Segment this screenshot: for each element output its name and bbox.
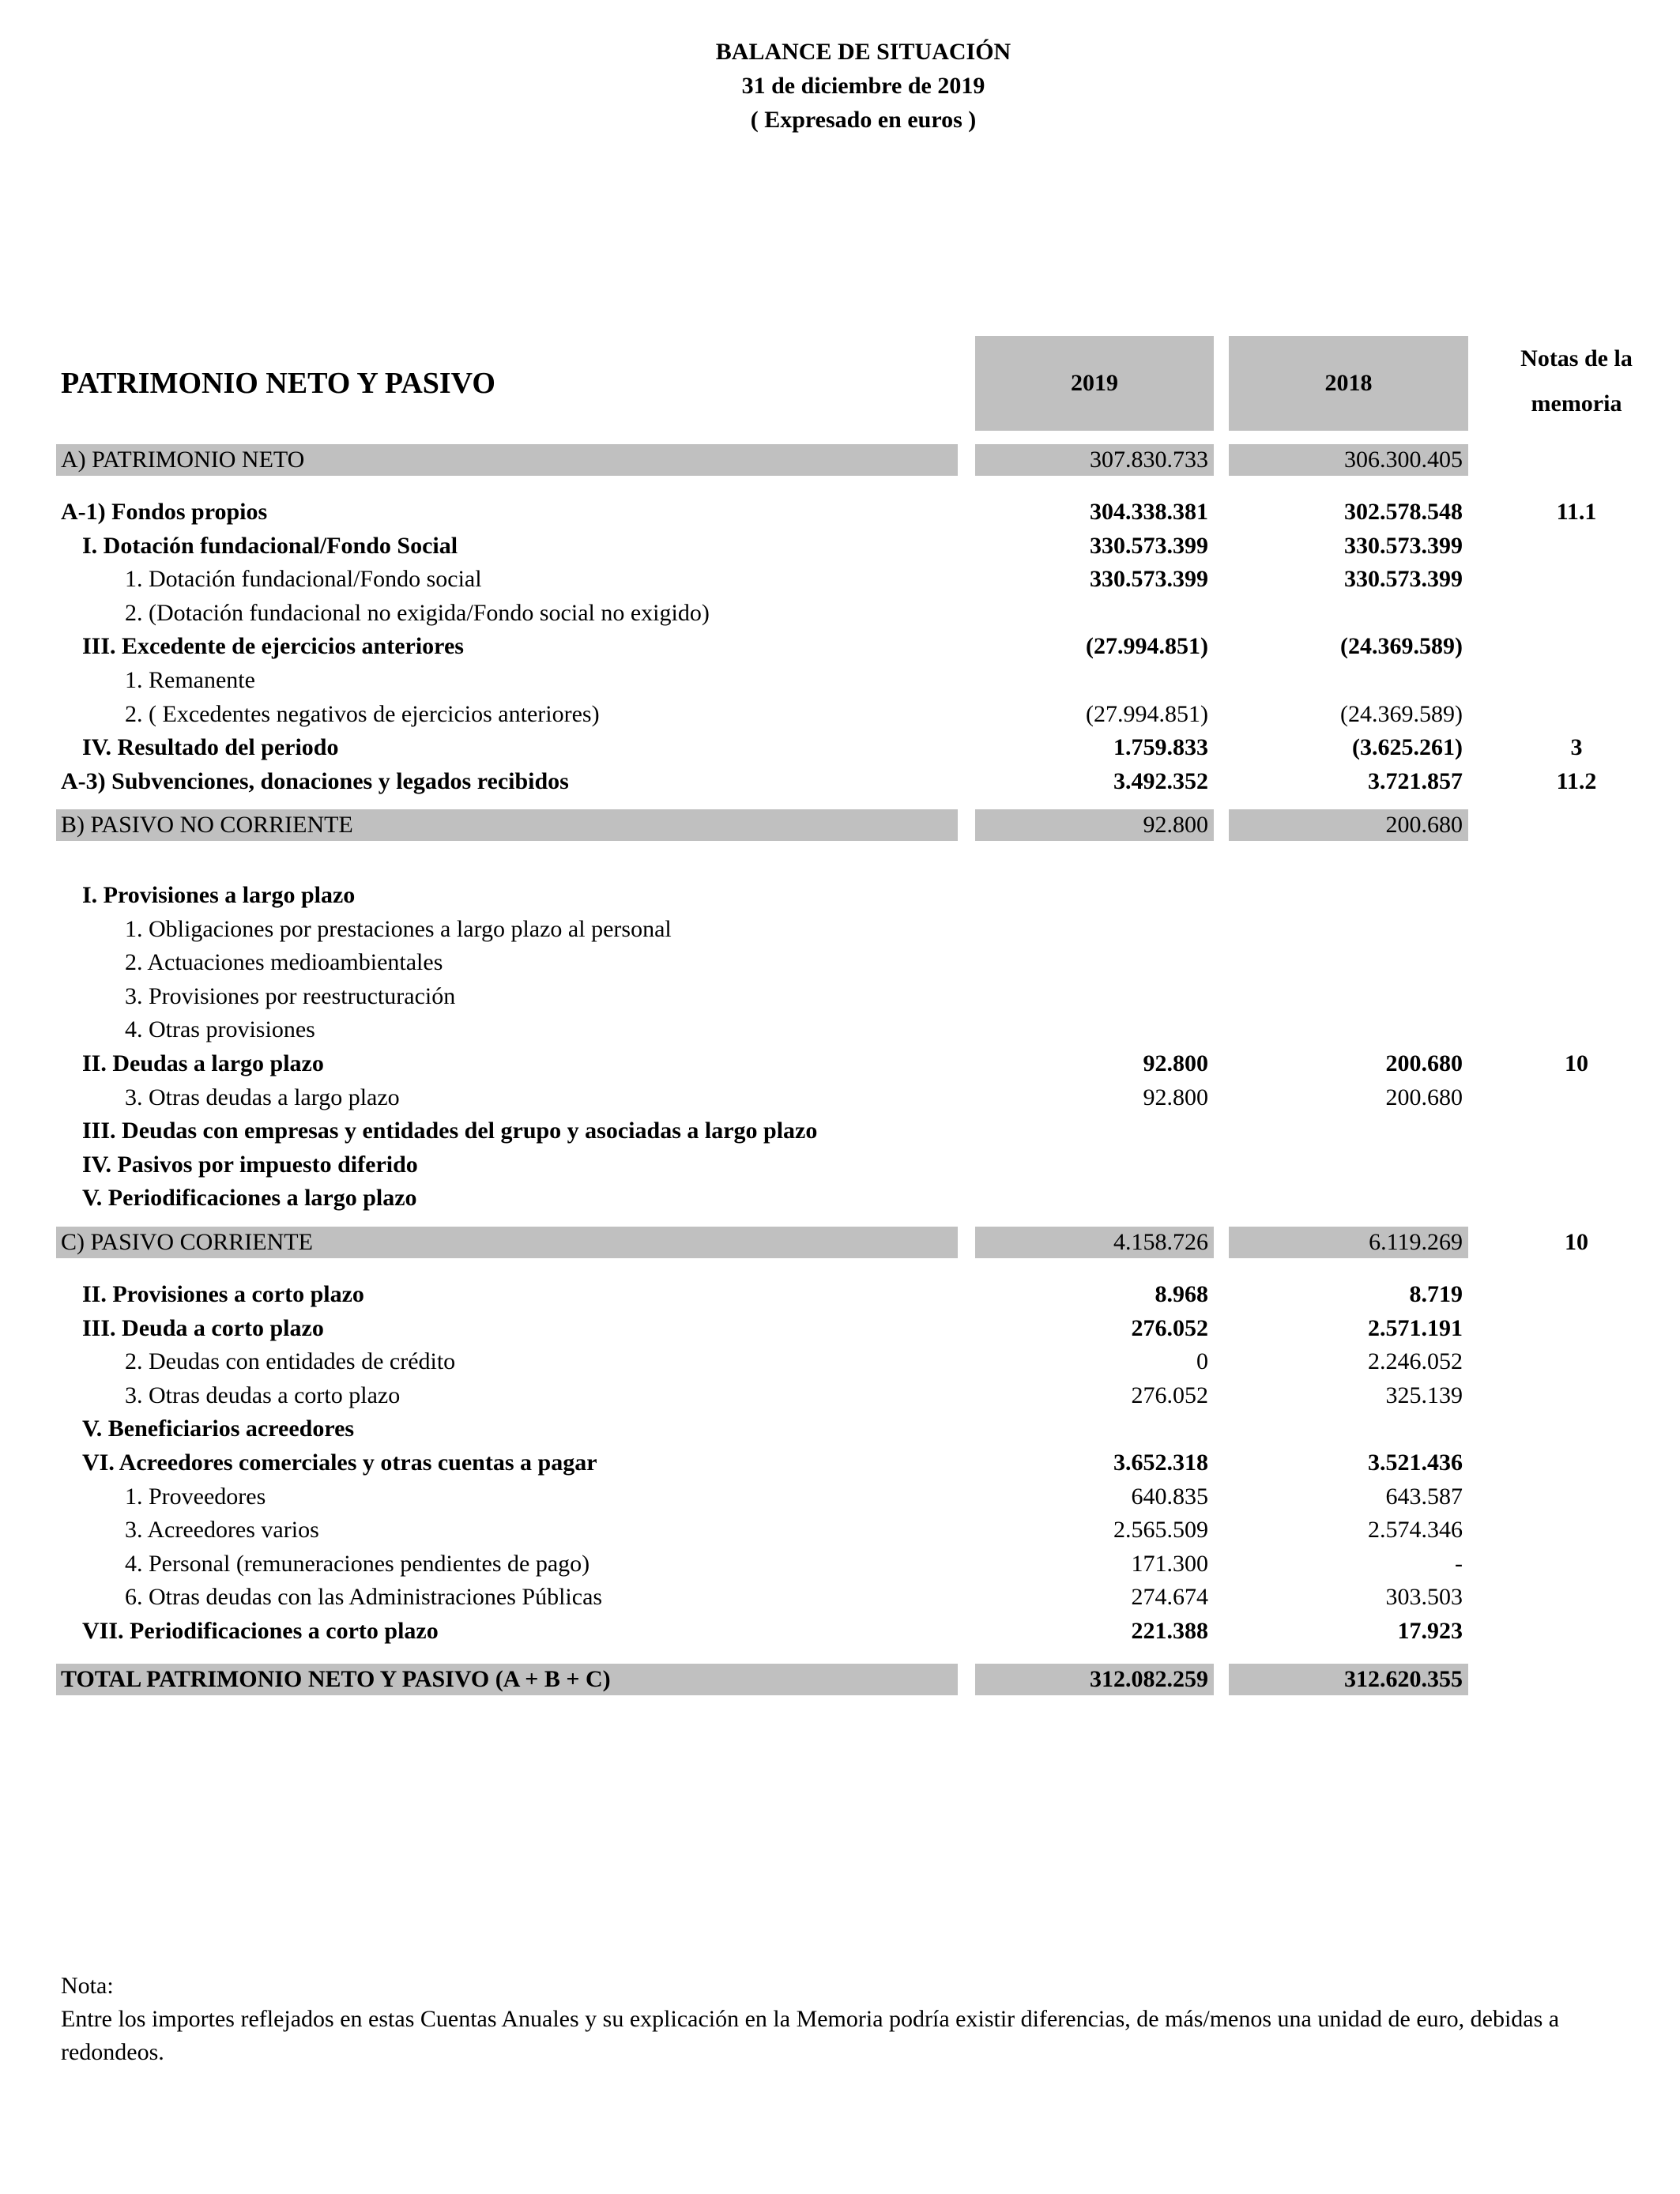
row-label: 3. Provisiones por reestructuración [125, 982, 456, 1009]
section-value-2019: 307.830.733 [1090, 447, 1208, 473]
row-label: 2. Actuaciones medioambientales [125, 949, 443, 976]
table-row [0, 1312, 1680, 1345]
table-row [0, 1278, 1680, 1311]
row-value-2019: 3.492.352 [1113, 767, 1208, 794]
section-value-2019: 92.800 [1143, 812, 1208, 838]
table-row [0, 879, 1680, 912]
row-label: 3. Acreedores varios [125, 1517, 319, 1544]
row-value-2018: 303.503 [1385, 1584, 1463, 1611]
table-row [0, 530, 1680, 563]
row-value-2018: 3.721.857 [1368, 767, 1463, 794]
row-value-2018: 643.587 [1385, 1483, 1463, 1510]
row-value-2019: 2.565.509 [1113, 1517, 1208, 1544]
row-label: 4. Otras provisiones [125, 1016, 315, 1043]
row-value-2018: 200.680 [1385, 1084, 1463, 1110]
table-row [0, 731, 1680, 764]
row-label: 2. ( Excedentes negativos de ejercicios anteriores) [125, 700, 600, 727]
table-row [0, 496, 1680, 529]
row-value-2018: 325.139 [1385, 1382, 1463, 1408]
row-note: 10 [1565, 1050, 1588, 1076]
row-label: II. Deudas a largo plazo [82, 1050, 324, 1076]
row-label: A-1) Fondos propios [61, 499, 268, 525]
document-unit: ( Expresado en euros ) [750, 107, 977, 133]
table-row [0, 765, 1680, 798]
table-row [0, 1446, 1680, 1480]
table-row [0, 563, 1680, 596]
table-row [0, 664, 1680, 697]
row-label: I. Provisiones a largo plazo [82, 882, 356, 908]
column-header-notes [1486, 336, 1667, 426]
row-label: 1. Obligaciones por prestaciones a largo plazo al personal [125, 915, 672, 942]
row-value-2018: 302.578.548 [1344, 499, 1463, 525]
row-value-2019: 171.300 [1131, 1550, 1208, 1577]
document-header [0, 35, 1680, 137]
row-label: 1. Remanente [125, 667, 255, 693]
column-header-2019: 2019 [975, 336, 1214, 431]
notes-header-line1: Notas de la [1520, 345, 1633, 371]
table-row [0, 946, 1680, 979]
row-label: 4. Personal (remuneraciones pendientes de pago) [125, 1550, 590, 1577]
table-row [0, 1514, 1680, 1547]
row-label: V. Periodificaciones a largo plazo [82, 1185, 417, 1212]
row-value-2019: 1.759.833 [1113, 734, 1208, 761]
section-total [0, 1664, 1680, 1695]
row-value-2018: 2.574.346 [1368, 1517, 1463, 1544]
table-row [0, 1379, 1680, 1412]
table-row [0, 1148, 1680, 1182]
row-label: 1. Dotación fundacional/Fondo social [125, 566, 482, 593]
row-value-2019: 0 [1196, 1348, 1208, 1375]
row-value-2019: 330.573.399 [1090, 566, 1208, 593]
section-label: A) PATRIMONIO NETO [61, 447, 305, 473]
row-value-2019: 8.968 [1155, 1281, 1208, 1307]
section-value-2019: 4.158.726 [1113, 1229, 1208, 1255]
row-value-2018: 200.680 [1385, 1050, 1463, 1076]
row-note: 11.1 [1556, 499, 1597, 525]
row-value-2019: 92.800 [1143, 1050, 1208, 1076]
table-row [0, 1480, 1680, 1514]
row-value-2018: (24.369.589) [1340, 633, 1463, 660]
notes-header-line2: memoria [1531, 390, 1622, 417]
row-value-2019: 304.338.381 [1090, 499, 1208, 525]
row-value-2019: (27.994.851) [1086, 700, 1208, 727]
table-row [0, 1114, 1680, 1148]
section-patrimonio-neto [0, 444, 1680, 476]
row-value-2018: - [1455, 1550, 1463, 1577]
row-value-2018: 330.573.399 [1344, 532, 1463, 559]
row-value-2019: 221.388 [1131, 1618, 1208, 1644]
row-label: A-3) Subvenciones, donaciones y legados recibidos [61, 767, 569, 794]
section-value-2018: 200.680 [1385, 812, 1463, 838]
row-label: 2. (Dotación fundacional no exigida/Fondo social no exigido) [125, 599, 710, 626]
table-row [0, 1013, 1680, 1046]
row-value-2018: 3.521.436 [1368, 1449, 1463, 1476]
row-label: III. Excedente de ejercicios anteriores [82, 633, 464, 660]
section-value-2018: 306.300.405 [1344, 447, 1463, 473]
section-label: B) PASIVO NO CORRIENTE [61, 812, 353, 838]
row-label: II. Provisiones a corto plazo [82, 1281, 364, 1307]
footnote-text: Entre los importes reflejados en estas Cuentas Anuales y su explicación en la Memoria podría existir diferencias, de más/menos una unidad de euro, debidas a redondeos. [61, 2006, 1560, 2065]
document-date: 31 de diciembre de 2019 [741, 73, 985, 99]
table-row [0, 913, 1680, 946]
row-value-2018: 17.923 [1397, 1618, 1463, 1644]
row-label: I. Dotación fundacional/Fondo Social [82, 532, 458, 559]
table-row [0, 1547, 1680, 1581]
table-row [0, 1581, 1680, 1614]
row-label: IV. Pasivos por impuesto diferido [82, 1151, 418, 1178]
row-label: V. Beneficiarios acreedores [82, 1416, 355, 1442]
column-header-2018: 2018 [1229, 336, 1468, 431]
row-value-2019: 3.652.318 [1113, 1449, 1208, 1476]
row-value-2018: (24.369.589) [1340, 700, 1463, 727]
section-label: C) PASIVO CORRIENTE [61, 1229, 313, 1255]
row-value-2018: 2.246.052 [1368, 1348, 1463, 1375]
row-label: IV. Resultado del periodo [82, 734, 339, 761]
row-label: 3. Otras deudas a largo plazo [125, 1084, 400, 1110]
table-row [0, 1412, 1680, 1446]
table-row [0, 980, 1680, 1013]
row-note: 3 [1570, 734, 1583, 761]
table-row [0, 1182, 1680, 1215]
row-value-2018: 330.573.399 [1344, 566, 1463, 593]
section-value-2018: 6.119.269 [1369, 1229, 1463, 1255]
row-label: 3. Otras deudas a corto plazo [125, 1382, 401, 1408]
total-value-2018: 312.620.355 [1344, 1666, 1463, 1692]
table-row [0, 698, 1680, 731]
row-label: III. Deuda a corto plazo [82, 1314, 324, 1341]
table-row [0, 630, 1680, 663]
row-label: VI. Acreedores comerciales y otras cuentas a pagar [82, 1449, 597, 1476]
total-value-2019: 312.082.259 [1090, 1666, 1208, 1692]
footnote [61, 1970, 1610, 2069]
table-row [0, 1615, 1680, 1648]
table-row [0, 1047, 1680, 1080]
table-row [0, 597, 1680, 630]
row-note: 11.2 [1556, 767, 1597, 794]
section-pasivo-no-corriente [0, 809, 1680, 841]
row-value-2019: 330.573.399 [1090, 532, 1208, 559]
row-value-2018: (3.625.261) [1352, 734, 1463, 761]
total-label: TOTAL PATRIMONIO NETO Y PASIVO (A + B + C) [61, 1666, 611, 1692]
row-value-2019: (27.994.851) [1086, 633, 1208, 660]
row-value-2019: 276.052 [1131, 1314, 1208, 1341]
row-label: III. Deudas con empresas y entidades del grupo y asociadas a largo plazo [82, 1118, 818, 1144]
section-note: 10 [1565, 1229, 1588, 1255]
row-value-2019: 640.835 [1131, 1483, 1208, 1510]
table-row [0, 1345, 1680, 1378]
row-value-2019: 92.800 [1143, 1084, 1208, 1110]
row-value-2019: 276.052 [1131, 1382, 1208, 1408]
table-row [0, 1081, 1680, 1114]
document-title: BALANCE DE SITUACIÓN [715, 39, 1011, 65]
row-value-2019: 274.674 [1131, 1584, 1208, 1611]
row-label: 2. Deudas con entidades de crédito [125, 1348, 456, 1375]
footnote-title: Nota: [61, 1973, 114, 1999]
row-label: 1. Proveedores [125, 1483, 266, 1510]
row-value-2018: 2.571.191 [1368, 1314, 1463, 1341]
row-value-2018: 8.719 [1409, 1281, 1463, 1307]
section-pasivo-corriente [0, 1227, 1680, 1258]
table-title: PATRIMONIO NETO Y PASIVO [61, 367, 495, 400]
row-label: VII. Periodificaciones a corto plazo [82, 1618, 439, 1644]
row-label: 6. Otras deudas con las Administraciones Públicas [125, 1584, 603, 1611]
